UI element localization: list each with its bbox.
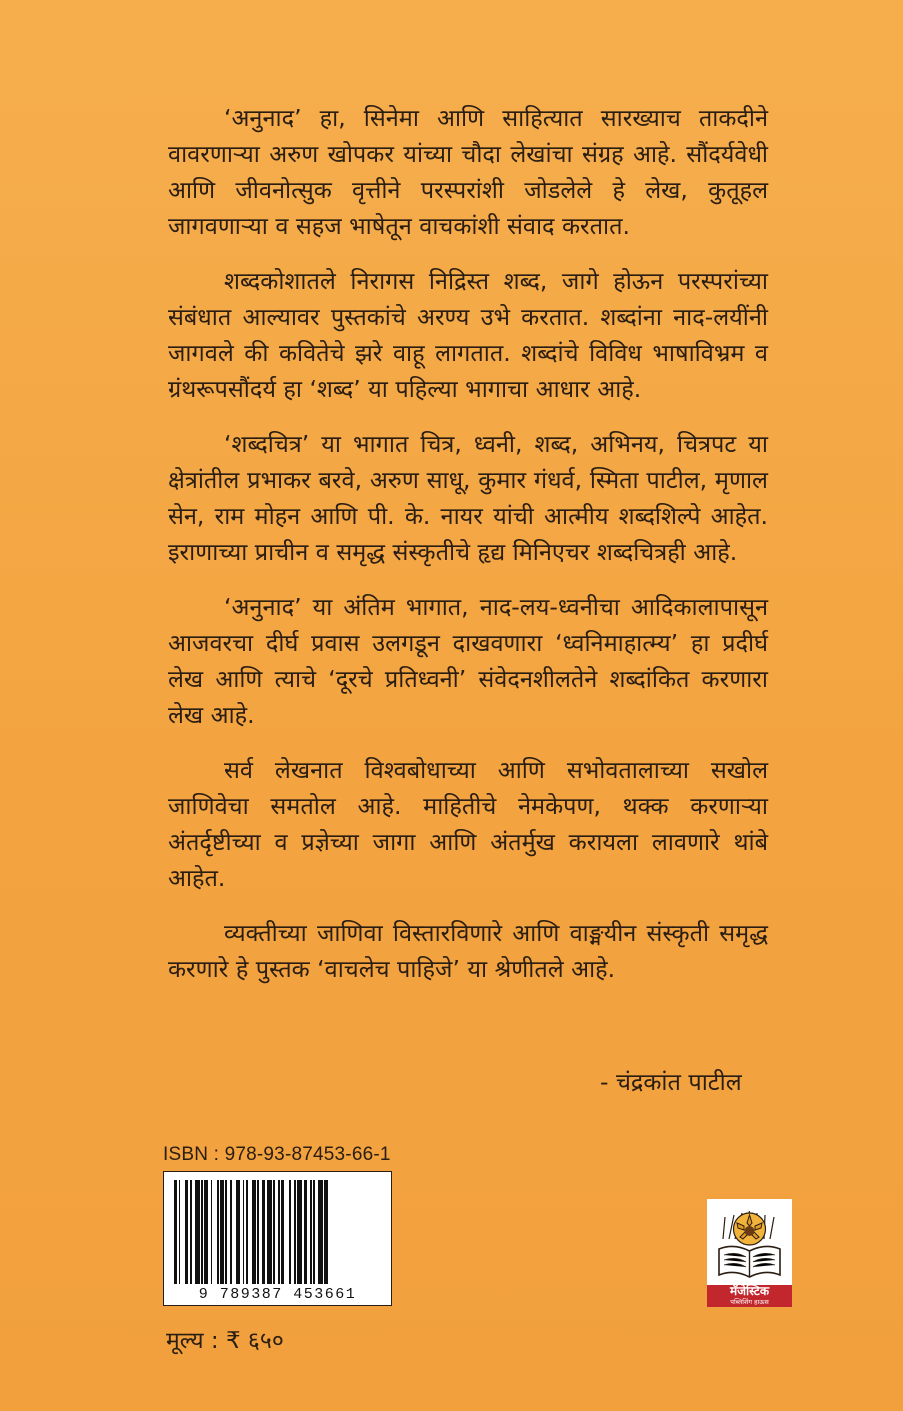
barcode-bar	[211, 1180, 213, 1284]
barcode-bar	[236, 1180, 239, 1284]
barcode-bar	[297, 1180, 302, 1284]
barcode-bar	[243, 1180, 245, 1284]
barcode-bar	[201, 1180, 203, 1284]
blurb-paragraph-2: शब्दकोशातले निरागस निद्रिस्त शब्द, जागे होऊन परस्परांच्या संबंधात आल्यावर पुस्तकांचे अरण्य उभे करतात. शब्दांना नाद-लयींनी जागवले की कवितेचे झरे वाहू लागतात. शब्दांचे विविध भाषाविभ्रम व ग्रंथरूपसौंदर्य हा ‘शब्द’ या पहिल्या भागाचा आधार आहे.	[168, 267, 768, 403]
barcode-bar	[281, 1180, 284, 1284]
publisher-name-banner	[707, 1285, 792, 1307]
barcode-bar	[252, 1180, 255, 1284]
blurb-paragraph-6: व्यक्तीच्या जाणिवा विस्तारविणारे आणि वाङ्मयीन संस्कृती समृद्ध करणारे हे पुस्तक ‘वाचलेच पाहिजे’ या श्रेणीतले आहे.	[168, 919, 768, 983]
blurb-paragraph-1: ‘अनुनाद’ हा, सिनेमा आणि साहित्यात सारख्याच ताकदीने वावरणाऱ्या अरुण खोपकर यांच्या चौदा लेखांचा संग्रह आहे. सौंदर्यवेधी आणि जीवनोत्सुक वृत्तीने परस्परांशी जोडलेले हे लेख, कुतूहल जागवणाऱ्या व सहज भाषेतून वाचकांशी संवाद करतात.	[168, 104, 768, 240]
barcode-digits: 9 789387 453661	[198, 1286, 357, 1303]
blurb-paragraph-5: सर्व लेखनात विश्वबोधाच्या आणि सभोवतालाच्या सखोल जाणिवेचा समतोल आहे. माहितीचे नेमकेपण, थक्क करणाऱ्या अंतर्दृष्टीच्या व प्रज्ञेच्या जागा आणि अंतर्मुख करायला लावणारे थांबे आहेत.	[168, 756, 768, 892]
barcode-bar	[278, 1180, 280, 1284]
barcode-bar	[195, 1180, 200, 1284]
barcode-bar	[217, 1180, 219, 1284]
publisher-tagline: पब्लिशिंग हाऊस	[730, 1298, 769, 1306]
barcode-bar	[289, 1180, 291, 1284]
barcode-bar	[230, 1180, 232, 1284]
barcode-bar	[262, 1180, 265, 1284]
barcode-bar	[313, 1180, 315, 1284]
barcode	[163, 1171, 392, 1306]
barcode-bar	[257, 1180, 259, 1284]
barcode-bar	[304, 1180, 307, 1284]
barcode-bar	[190, 1180, 192, 1284]
barcode-bar	[273, 1180, 275, 1284]
blurb	[168, 100, 768, 1006]
barcode-bars	[174, 1180, 382, 1284]
publisher-name: मॅजेस्टिक	[729, 1284, 770, 1298]
reviewer-signature: - चंद्रकांत पाटील	[600, 1068, 742, 1096]
barcode-bar	[318, 1180, 323, 1284]
barcode-bar	[324, 1180, 327, 1284]
barcode-bar	[220, 1180, 223, 1284]
publisher-logo	[707, 1199, 792, 1307]
barcode-bar	[225, 1180, 227, 1284]
blurb-paragraph-3: ‘शब्दचित्र’ या भागात चित्र, ध्वनी, शब्द, अभिनय, चित्रपट या क्षेत्रांतील प्रभाकर बरवे, अरुण साधू, कुमार गंधर्व, स्मिता पाटील, मृणाल सेन, राम मोहन आणि पी. के. नायर यांची आत्मीय शब्दशिल्पे आहेत. इराणाच्या प्राचीन व समृद्ध संस्कृतीचे हृद्य मिनिएचर शब्दचित्रही आहे.	[168, 430, 768, 566]
barcode-bar	[179, 1180, 181, 1284]
barcode-bar	[294, 1180, 296, 1284]
barcode-bar	[310, 1180, 312, 1284]
price-label: मूल्य : ₹ ६५०	[166, 1328, 284, 1354]
isbn-number: ISBN : 978-93-87453-66-1	[163, 1144, 391, 1165]
barcode-bar	[174, 1180, 177, 1284]
barcode-bar	[267, 1180, 272, 1284]
barcode-bar	[204, 1180, 207, 1284]
blurb-paragraph-4: ‘अनुनाद’ या अंतिम भागात, नाद-लय-ध्वनीचा आदिकालापासून आजवरचा दीर्घ प्रवास उलगडून दाखवणारा ‘ध्वनिमाहात्म्य’ हा प्रदीर्घ लेख आणि त्याचे ‘दूरचे प्रतिध्वनी’ संवेदनशीलतेने शब्दांकित करणारा लेख आहे.	[168, 593, 768, 729]
sun-over-open-book-icon	[707, 1199, 792, 1285]
barcode-bar	[246, 1180, 248, 1284]
barcode-bar	[185, 1180, 188, 1284]
